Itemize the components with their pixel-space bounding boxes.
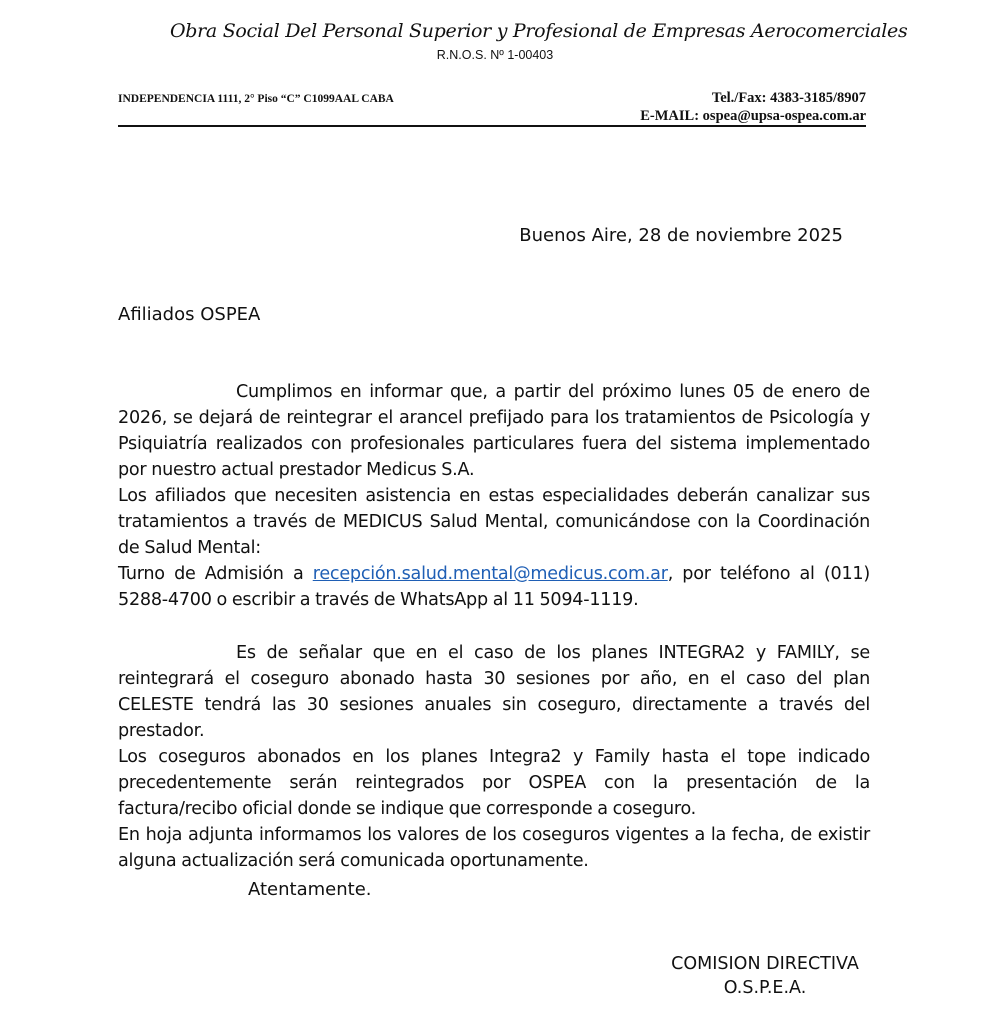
letter-date: Buenos Aire, 28 de noviembre 2025 (519, 225, 843, 246)
signature-line-2: O.S.P.E.A. (723, 978, 807, 998)
paragraph-2: Los afiliados que necesiten asistencia en estas especialidades deberán canalizar sus tratamientos a través de MEDICUS Salud Mental, comunicándose con la Coordinación de Salud Mental: (118, 486, 870, 558)
signature-line-1: COMISION DIRECTIVA (671, 954, 859, 974)
salutation: Afiliados OSPEA (118, 304, 261, 325)
paragraph-1: Cumplimos en informar que, a partir del próximo lunes 05 de enero de 2026, se dejará de reintegrar el arancel prefijado para los tratamientos de Psicología y Psiquiatría realizados con profesionales particulares fuera del sistema implementado por nuestro actual prestador Medicus S.A. (118, 382, 870, 480)
paragraph-5: En hoja adjunta informamos los valores de los coseguros vigentes a la fecha, de existir alguna actualización será comunicada oportunamente. (118, 825, 870, 871)
contact-prefix: Turno de Admisión a (118, 564, 313, 584)
paragraph-4: Los coseguros abonados en los planes Integra2 y Family hasta el tope indicado precedentemente serán reintegrados por OSPEA con la presentación de la factura/recibo oficial donde se indique que corresponde a coseguro. (118, 747, 870, 819)
letter-body-section-1 (118, 379, 870, 613)
signature-block (655, 952, 875, 1000)
tel-fax: Tel./Fax: 4383-3185/8907 (711, 90, 866, 106)
header-email: E-MAIL: ospea@upsa-ospea.com.ar (640, 108, 866, 124)
organization-name: Obra Social Del Personal Superior y Profesional de Empresas Aerocomerciales (170, 20, 908, 42)
address: INDEPENDENCIA 1111, 2° Piso “C” C1099AAL CABA (118, 93, 394, 105)
rnos-number: R.N.O.S. Nº 1-00403 (436, 48, 554, 62)
header-divider (118, 125, 866, 127)
paragraph-3: Es de señalar que en el caso de los planes INTEGRA2 y FAMILY, se reintegrará el coseguro abonado hasta 30 sesiones por año, en el caso del plan CELESTE tendrá las 30 sesiones anuales sin coseguro, directamente a través del prestador. (118, 643, 870, 741)
contact-suffix: , por teléfono al (011) 5288-4700 o escribir a través de WhatsApp al 11 5094-1119. (118, 564, 870, 610)
salud-mental-email-link[interactable]: recepción.salud.mental@medicus.com.ar (312, 564, 668, 584)
contact-paragraph (118, 561, 870, 613)
letter-body-section-2 (118, 640, 870, 874)
closing: Atentamente. (248, 879, 372, 900)
